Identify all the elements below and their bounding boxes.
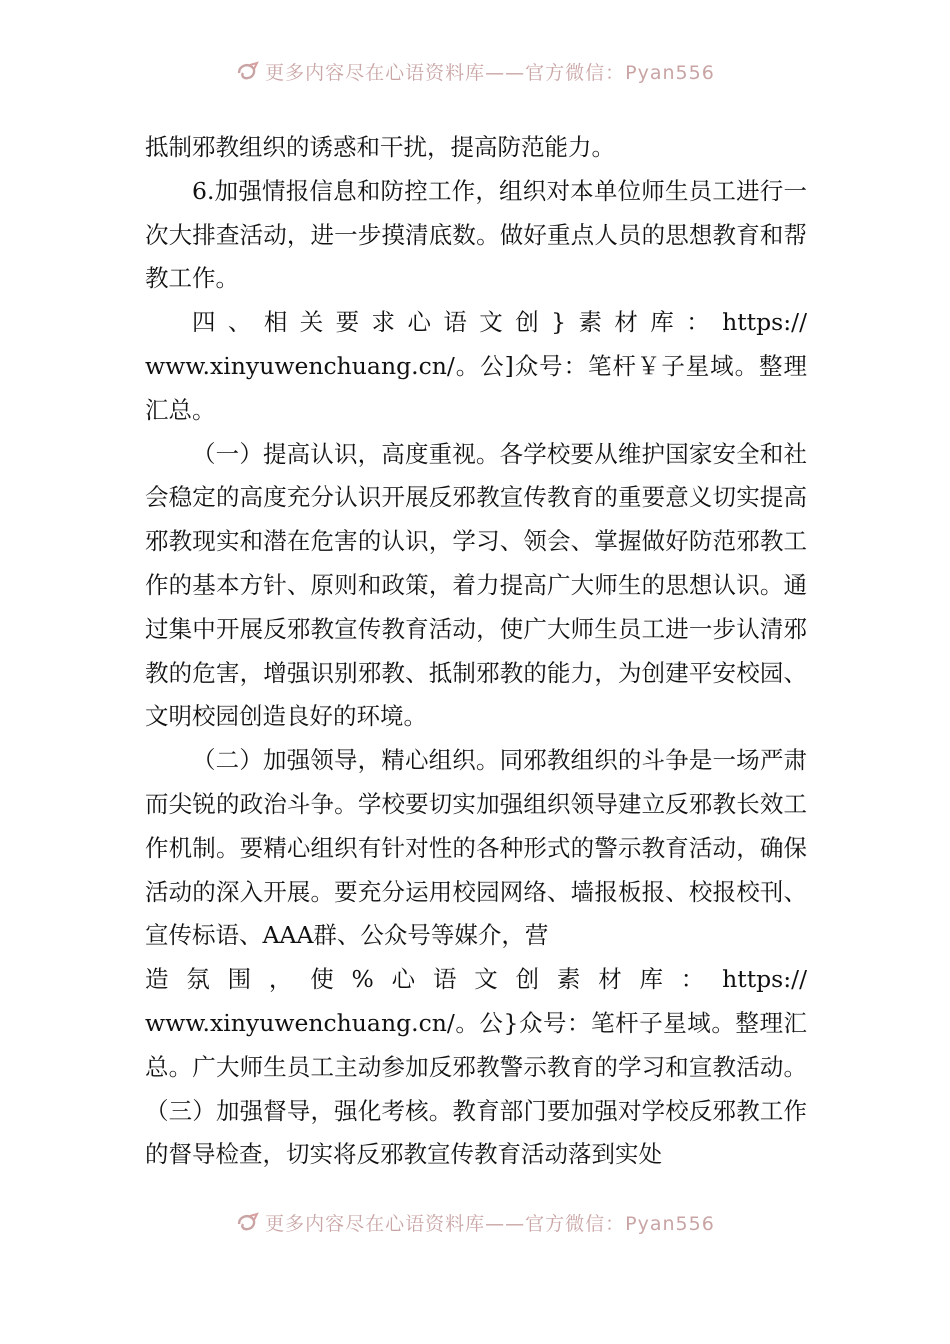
paragraph-5-part-1: （二）加强领导，精心组织。同邪教组织的斗争是一场严肃而尖锐的政治斗争。学校要切实加强组织领导建立反邪教长效工作机制。要精心组织有针对性的各种形式的警示教育活动，确保活动的深入开展。要充分运用校园网络、墙报板报、校报校刊、宣传标语、AAA群、公众号等媒介，营 bbox=[145, 746, 807, 950]
paragraph-1: 抵制邪教组织的诱惑和干扰，提高防范能力。 bbox=[145, 133, 615, 161]
paragraph-3-rest: www.xinyuwenchuang.cn/。公]众号：笔杆￥子星域。整理汇总。 bbox=[145, 351, 807, 424]
paragraph-2: 6.加强情报信息和防控工作，组织对本单位师生员工进行一次大排查活动，进一步摸清底数。做好重点人员的思想教育和帮教工作。 bbox=[145, 176, 807, 293]
watermark-text: 更多内容尽在心语资料库——官方微信：Pyan556 bbox=[265, 62, 715, 84]
paragraph-5-line-2: 造氛围，使%心语文创素材库：https:// bbox=[145, 965, 807, 994]
paragraph-4: （一）提高认识，高度重视。各学校要从维护国家安全和社会稳定的高度充分认识开展反邪教宣传教育的重要意义切实提高邪教现实和潜在危害的认识，学习、领会、掌握做好防范邪教工作的基本方针、原则和政策，着力提高广大师生的思想认识。通过集中开展反邪教宣传教育活动，使广大师生员工进一步认清邪教的危害，增强识别邪教、抵制邪教的能力，为创建平安校园、文明校园创造良好的环境。 bbox=[145, 439, 807, 731]
document-body bbox=[145, 126, 807, 1177]
paragraph-3-line-1: 四、相关要求心语文创}素材库：https:// bbox=[192, 308, 807, 337]
paragraph-5 bbox=[145, 739, 807, 1177]
footer-watermark bbox=[0, 1209, 950, 1236]
logo-icon bbox=[235, 1212, 261, 1234]
header-watermark bbox=[0, 58, 950, 85]
paragraph-3 bbox=[145, 301, 807, 432]
logo-icon bbox=[235, 61, 261, 83]
watermark-text: 更多内容尽在心语资料库——官方微信：Pyan556 bbox=[265, 1213, 715, 1235]
paragraph-5-rest: www.xinyuwenchuang.cn/。公}众号：笔杆子星域。整理汇总。广大师生员工主动参加反邪教警示教育的学习和宣教活动。（三）加强督导，强化考核。教育部门要加强对学校反邪教工作的督导检查，切实将反邪教宣传教育活动落到实处 bbox=[145, 1008, 807, 1169]
